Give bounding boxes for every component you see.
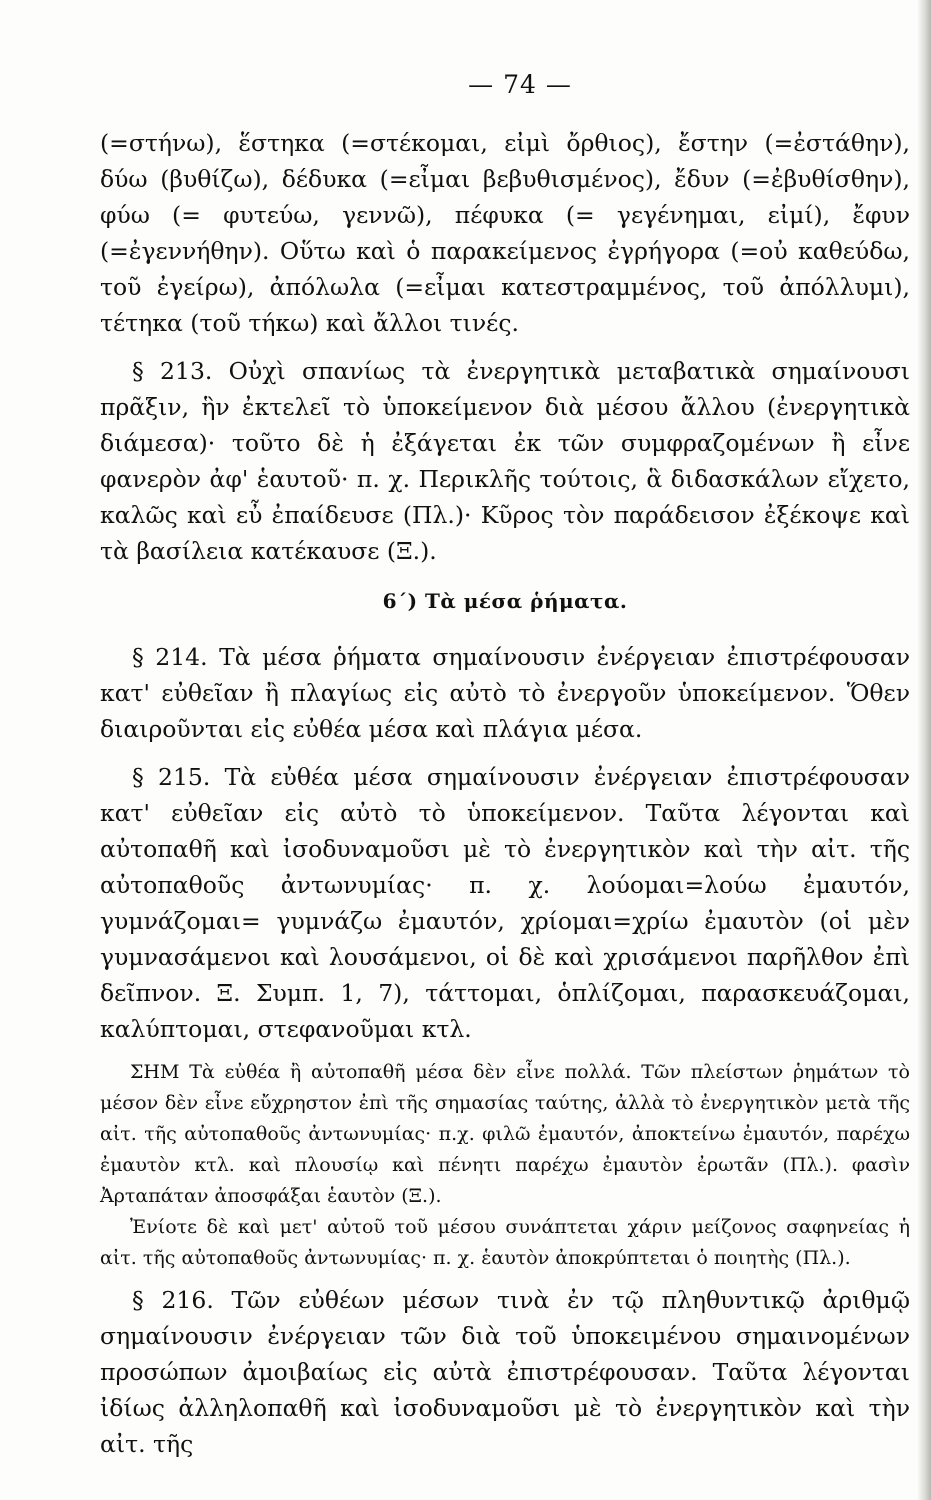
page-edge-shadow	[917, 0, 931, 1500]
section-213: § 213. Οὐχὶ σπανίως τὰ ἐνεργητικὰ μεταβατικὰ σημαίνουσι πρᾶξιν, ἣν ἐκτελεῖ τὸ ὑποκείμενον διὰ μέσου ἄλλου (ἐνεργητικὰ διάμεσα)· τοῦτο δὲ ἡ ἐξάγεται ἐκ τῶν συμφραζομένων ἢ εἶνε φανερὸν ἀφ' ἑαυτοῦ· π. χ. Περικλῆς τούτοις, ἃ διδασκάλων εἴχετο, καλῶς καὶ εὖ ἐπαίδευσε (Πλ.)· Κῦρος τὸν παράδεισον ἐξέκοψε καὶ τὰ βασίλεια κατέκαυσε (Ξ.).	[100, 357, 910, 565]
section-215: § 215. Τὰ εὐθέα μέσα σημαίνουσιν ἐνέργειαν ἐπιστρέφουσαν κατ' εὐθεῖαν εἰς αὐτὸ τὸ ὑποκείμενον. Ταῦτα λέγονται καὶ αὐτοπαθῆ καὶ ἰσοδυναμοῦσι μὲ τὸ ἐνεργητικὸν καὶ τὴν αἰτ. τῆς αὐτοπαθοῦς ἀντωνυμίας· π. χ. λούομαι=λούω ἐμαυτόν, γυμνάζομαι= γυμνάζω ἐμαυτόν, χρίομαι=χρίω ἐμαυτὸν (οἱ μὲν γυμνασάμενοι καὶ λουσάμενοι, οἱ δὲ καὶ χρισάμενοι παρῆλθον ἐπὶ δεῖπνον. Ξ. Συμπ. 1, 7), τάττομαι, ὁπλίζομαι, παρασκευάζομαι, καλύπτομαι, στεφανοῦμαι κτλ.	[100, 763, 910, 1043]
intro-paragraph: (=στήνω), ἕστηκα (=στέκομαι, εἰμὶ ὄρθιος), ἔστην (=ἐστάθην), δύω (βυθίζω), δέδυκα (=εἶμαι βεβυθισμένος), ἔδυν (=ἐβυθίσθην), φύω (= φυτεύω, γεννῶ), πέφυκα (= γεγένημαι, εἰμί), ἔφυν (=ἐγεννήθην). Οὕτω καὶ ὁ παρακείμενος ἐγρήγορα (=οὐ καθεύδω, τοῦ ἐγείρω), ἀπόλωλα (=εἶμαι κατεστραμμένος, τοῦ ἀπόλλυμι), τέτηκα (τοῦ τήκω) καὶ ἄλλοι τινές.	[100, 129, 910, 337]
section-214: § 214. Τὰ μέσα ῥήματα σημαίνουσιν ἐνέργειαν ἐπιστρέφουσαν κατ' εὐθεῖαν ἢ πλαγίως εἰς αὐτὸ τὸ ἐνεργοῦν ὑποκείμενον. Ὅθεν διαιροῦνται εἰς εὐθέα μέσα καὶ πλάγια μέσα.	[100, 643, 910, 743]
page-content	[100, 70, 910, 1462]
note-paragraph-2: Ἐνίοτε δὲ καὶ μετ' αὐτοῦ τοῦ μέσου συνάπτεται χάριν μείζονος σαφηνείας ἡ αἰτ. τῆς αὐτοπαθοῦς ἀντωνυμίας· π. χ. ἑαυτὸν ἀποκρύπτεται ὁ ποιητὴς (Πλ.).	[100, 1216, 910, 1269]
note-block	[100, 1057, 910, 1274]
section-216: § 216. Τῶν εὐθέων μέσων τινὰ ἐν τῷ πληθυντικῷ ἀριθμῷ σημαίνουσιν ἐνέργειαν τῶν διὰ τοῦ ὑποκειμένου σημαινομένων προσώπων ἀμοιβαίως εἰς αὐτὰ ἐπιστρέφουσαν. Ταῦτα λέγονται ἰδίως ἀλληλοπαθῆ καὶ ἰσοδυναμοῦσι μὲ τὸ ἐνεργητικὸν καὶ τὴν αἰτ. τῆς	[100, 1286, 910, 1458]
section-heading: 6΄) Τὰ μέσα ῥήματα.	[382, 589, 628, 613]
page-number: — 74 —	[468, 70, 572, 99]
note-paragraph-1: ΣΗΜ Τὰ εὐθέα ἢ αὐτοπαθῆ μέσα δὲν εἶνε πολλά. Τῶν πλείστων ῥημάτων τὸ μέσον δὲν εἶνε εὔχρηστον ἐπὶ τῆς σημασίας ταύτης, ἀλλὰ τὸ ἐνεργητικὸν μετὰ τῆς αἰτ. τῆς αὐτοπαθοῦς ἀντωνυμίας· π.χ. φιλῶ ἐμαυτόν, ἀποκτείνω ἐμαυτόν, παρέχω ἐμαυτὸν κτλ. καὶ πλουσίῳ καὶ πένητι παρέχω ἐμαυτὸν ἐρωτᾶν (Πλ.). φασὶν Ἀρταπάταν ἀποσφάξαι ἑαυτὸν (Ξ.).	[100, 1061, 910, 1207]
